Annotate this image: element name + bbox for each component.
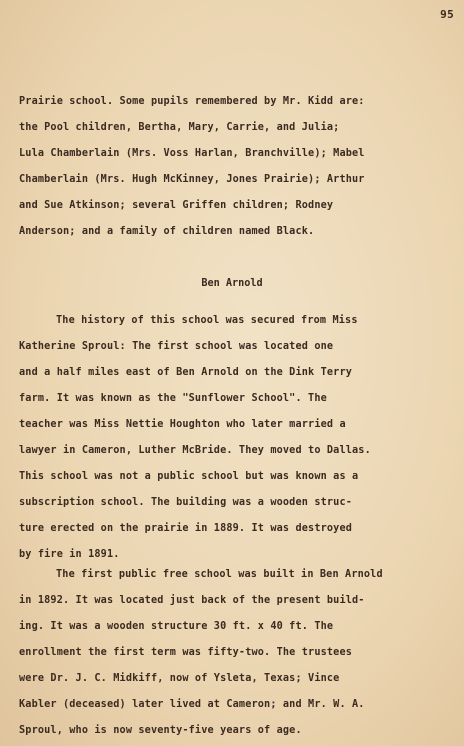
text-line: farm. It was known as the "Sunflower School". The: [19, 393, 327, 404]
text-line: the Pool children, Bertha, Mary, Carrie, and Julia;: [19, 122, 340, 133]
page-number: 95: [440, 8, 454, 21]
text-line: and a half miles east of Ben Arnold on the Dink Terry: [19, 367, 353, 378]
text-line: lawyer in Cameron, Luther McBride. They moved to Dallas.: [19, 445, 371, 456]
text-line: subscription school. The building was a wooden struc-: [19, 497, 353, 508]
section-heading: Ben Arnold: [201, 278, 263, 289]
text-line: Prairie school. Some pupils remembered by Mr. Kidd are:: [19, 96, 365, 107]
text-line: The first public free school was built in Ben Arnold: [56, 569, 383, 580]
paragraph-1: [19, 89, 451, 245]
text-line: were Dr. J. C. Midkiff, now of Ysleta, Texas; Vince: [19, 673, 340, 684]
text-line: Lula Chamberlain (Mrs. Voss Harlan, Branchville); Mabel: [19, 148, 365, 159]
text-line: and Sue Atkinson; several Griffen children; Rodney: [19, 200, 334, 211]
text-line: ing. It was a wooden structure 30 ft. x 40 ft. The: [19, 621, 334, 632]
text-line: by fire in 1891.: [19, 549, 120, 560]
text-line: teacher was Miss Nettie Houghton who later married a: [19, 419, 346, 430]
text-line: This school was not a public school but was known as a: [19, 471, 359, 482]
text-line: Sproul, who is now seventy-five years of age.: [19, 725, 302, 736]
text-line: Anderson; and a family of children named Black.: [19, 226, 315, 237]
paragraph-2: [19, 308, 451, 568]
text-line: in 1892. It was located just back of the present build-: [19, 595, 365, 606]
text-line: Kabler (deceased) later lived at Cameron; and Mr. W. A.: [19, 699, 365, 710]
text-line: Chamberlain (Mrs. Hugh McKinney, Jones Prairie); Arthur: [19, 174, 365, 185]
text-line: enrollment the first term was fifty-two. The trustees: [19, 647, 353, 658]
text-line: The history of this school was secured from Miss: [56, 315, 358, 326]
paragraph-3: [19, 562, 451, 744]
text-line: ture erected on the prairie in 1889. It was destroyed: [19, 523, 353, 534]
text-line: Katherine Sproul: The first school was located one: [19, 341, 334, 352]
